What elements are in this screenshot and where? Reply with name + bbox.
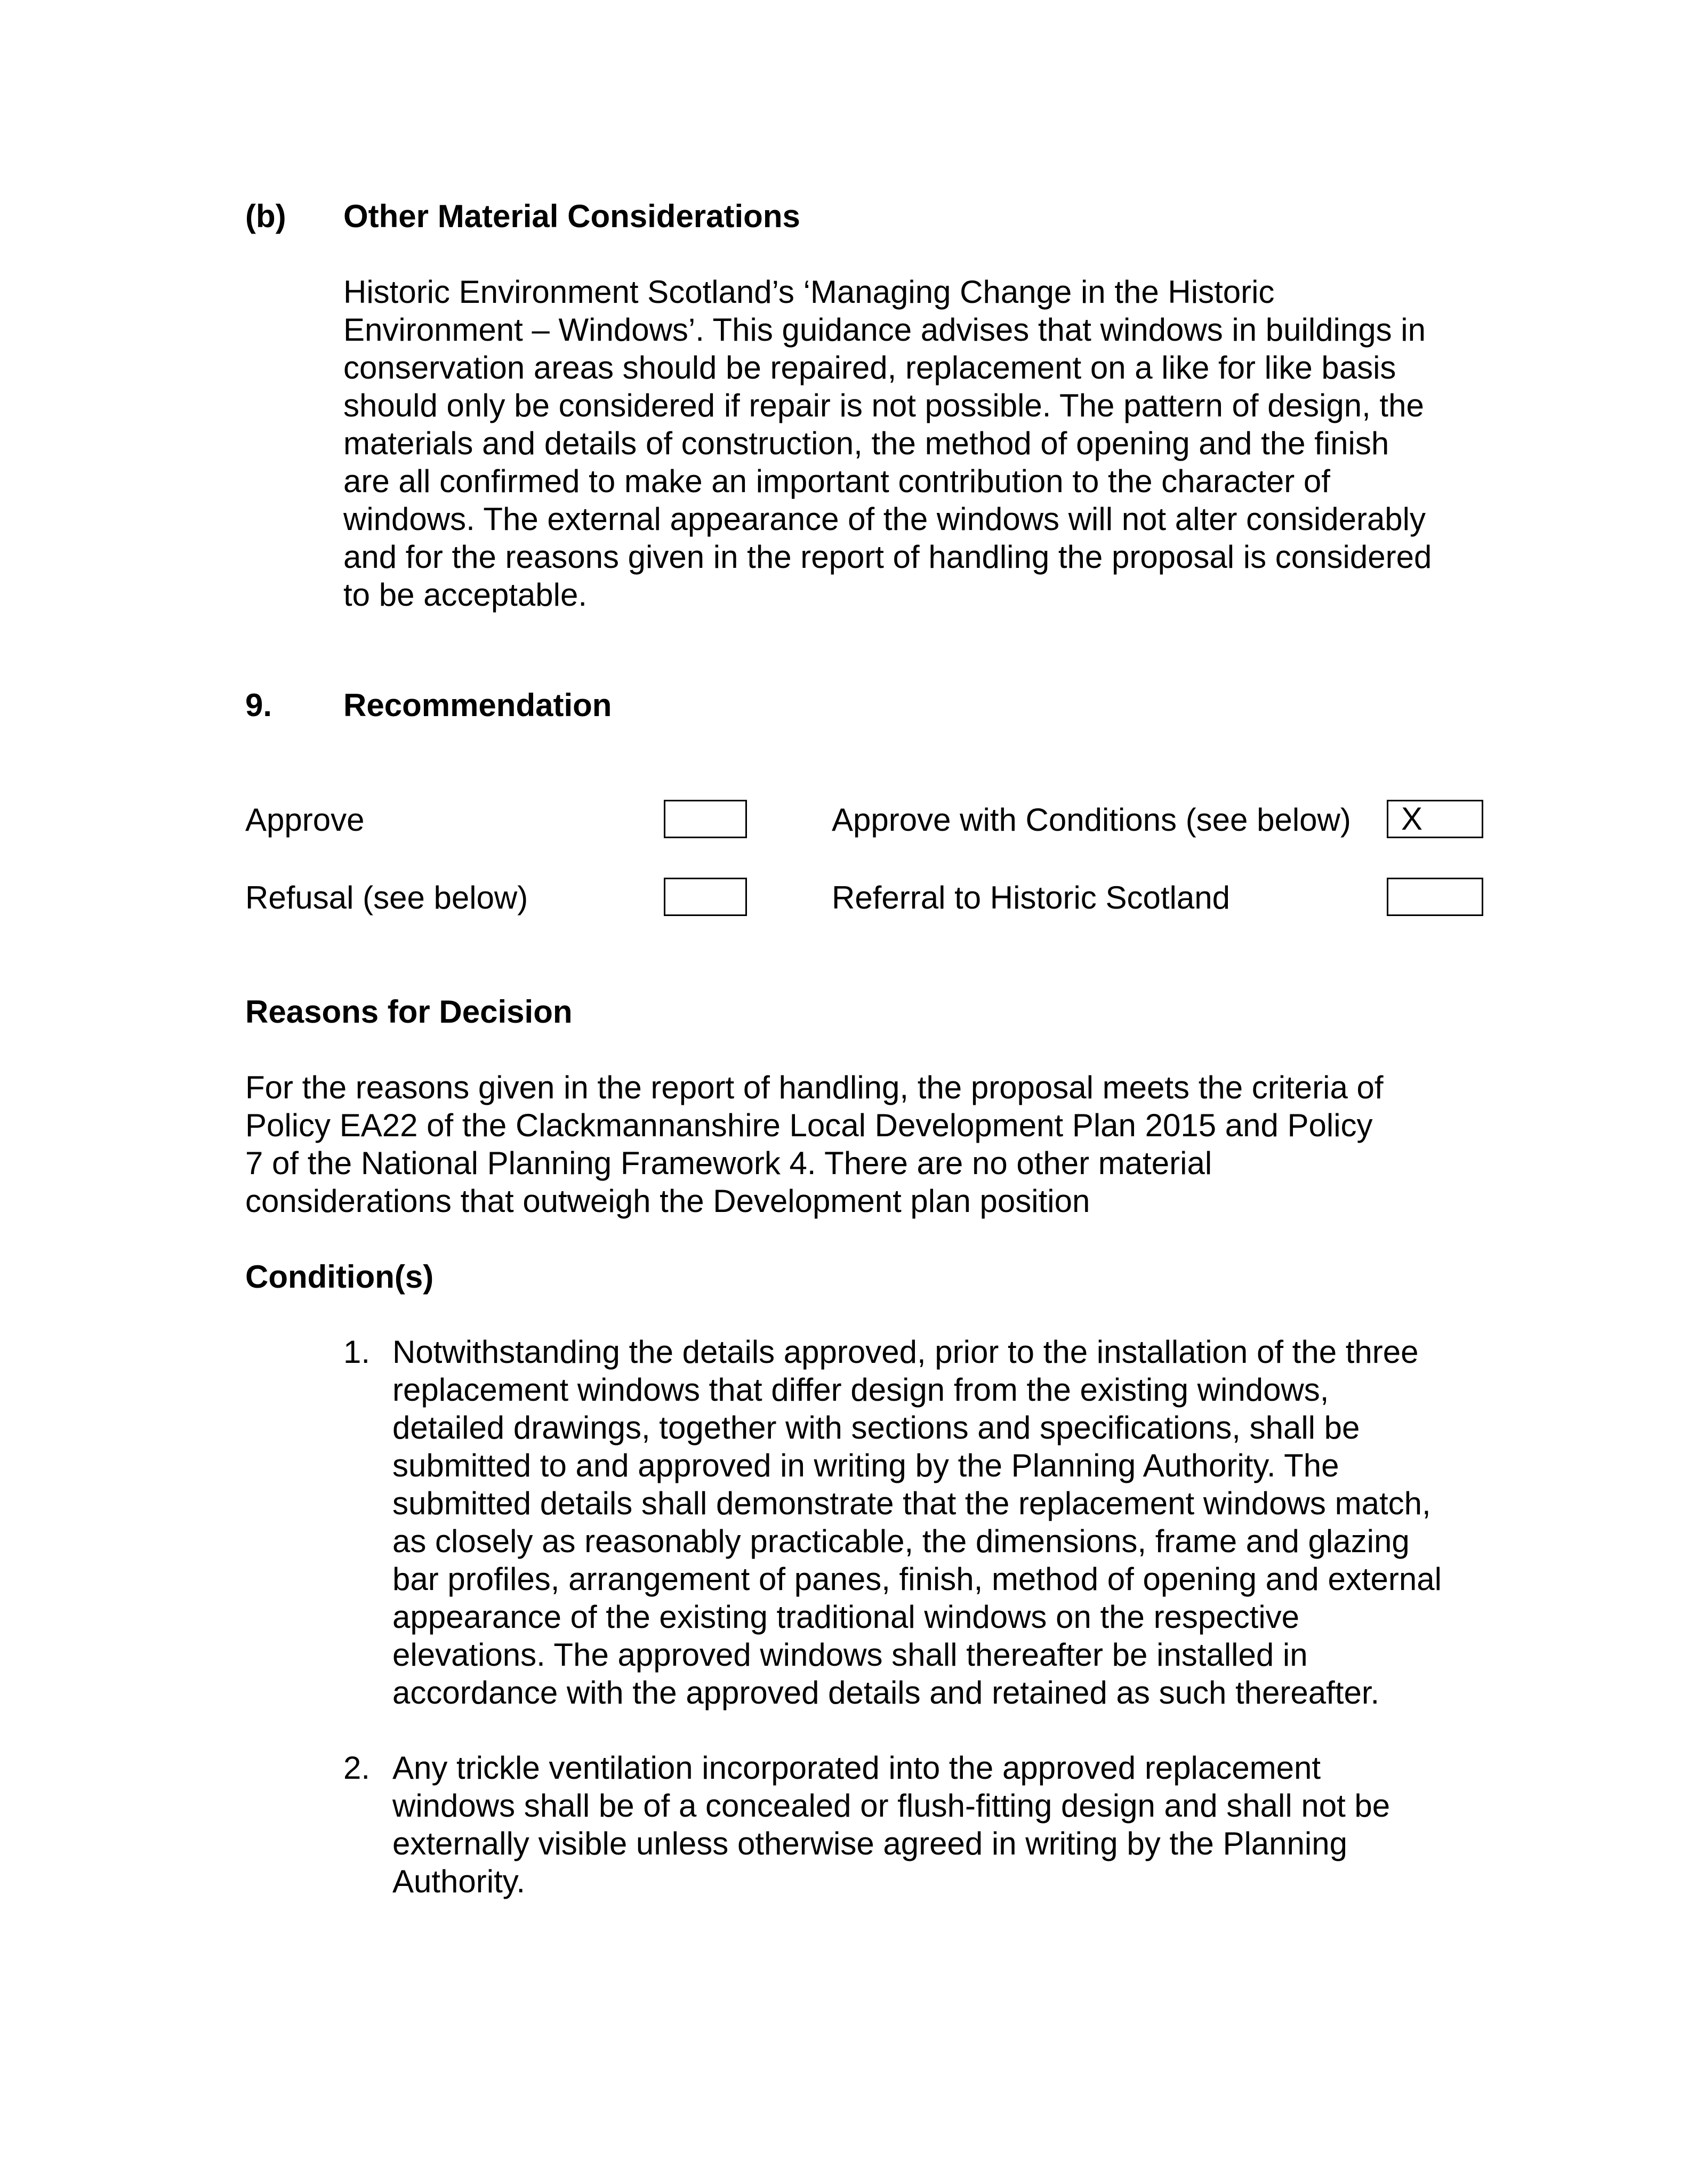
body-line: submitted to and approved in writing by the Planning Authority. The: [392, 1448, 1339, 1483]
body-line: 7 of the National Planning Framework 4. There are no other material: [245, 1145, 1212, 1181]
reasons-heading: Reasons for Decision: [245, 994, 573, 1030]
body-line: accordance with the approved details and retained as such thereafter.: [392, 1675, 1380, 1711]
option-approve-checkbox[interactable]: [664, 800, 747, 838]
body-line: submitted details shall demonstrate that the replacement windows match,: [392, 1486, 1431, 1521]
body-line: to be acceptable.: [343, 577, 588, 613]
body-line: Historic Environment Scotland’s ‘Managing Change in the Historic: [343, 274, 1275, 310]
body-line: as closely as reasonably practicable, the dimensions, frame and glazing: [392, 1523, 1410, 1559]
body-line: For the reasons given in the report of handling, the proposal meets the criteria of: [245, 1070, 1384, 1105]
body-line: and for the reasons given in the report of handling the proposal is considered: [343, 539, 1432, 575]
conditions-heading: Condition(s): [245, 1259, 434, 1295]
body-line: bar profiles, arrangement of panes, finish, method of opening and external: [392, 1561, 1442, 1597]
option-referral-checkbox[interactable]: [1387, 878, 1483, 916]
body-line: Any trickle ventilation incorporated into the approved replacement: [392, 1750, 1321, 1786]
body-line: replacement windows that differ design from the existing windows,: [392, 1372, 1329, 1408]
body-line: appearance of the existing traditional windows on the respective: [392, 1599, 1300, 1635]
body-line: Environment – Windows’. This guidance advises that windows in buildings in: [343, 312, 1426, 348]
body-line: detailed drawings, together with sections and specifications, shall be: [392, 1410, 1360, 1446]
body-line: windows shall be of a concealed or flush-fitting design and shall not be: [392, 1788, 1390, 1824]
body-line: Notwithstanding the details approved, prior to the installation of the three: [392, 1334, 1419, 1370]
section-9-number: 9.: [245, 687, 272, 723]
body-line: externally visible unless otherwise agreed in writing by the Planning: [392, 1826, 1347, 1861]
body-line: windows. The external appearance of the windows will not alter considerably: [343, 501, 1426, 537]
option-refusal-checkbox[interactable]: [664, 878, 747, 916]
section-b-label: (b): [245, 198, 286, 234]
condition-number: 1.: [343, 1334, 371, 1370]
body-line: should only be considered if repair is not possible. The pattern of design, the: [343, 388, 1424, 423]
body-line: Authority.: [392, 1864, 525, 1899]
option-refusal-label: Refusal (see below): [245, 880, 528, 916]
section-b-heading: Other Material Considerations: [343, 198, 800, 234]
body-line: considerations that outweigh the Development plan position: [245, 1183, 1090, 1219]
condition-number: 2.: [343, 1750, 371, 1786]
body-line: Policy EA22 of the Clackmannanshire Local Development Plan 2015 and Policy: [245, 1107, 1373, 1143]
body-line: are all confirmed to make an important contribution to the character of: [343, 463, 1330, 499]
option-approve-label: Approve: [245, 802, 365, 838]
option-approve-conditions-checkbox[interactable]: [1387, 800, 1483, 838]
body-line: materials and details of construction, the method of opening and the finish: [343, 425, 1389, 461]
checkbox-mark: X: [1401, 801, 1423, 837]
section-9-heading: Recommendation: [343, 687, 612, 723]
option-approve-conditions-label: Approve with Conditions (see below): [832, 802, 1351, 838]
body-line: conservation areas should be repaired, replacement on a like for like basis: [343, 350, 1396, 386]
body-line: elevations. The approved windows shall thereafter be installed in: [392, 1637, 1308, 1673]
option-referral-label: Referral to Historic Scotland: [832, 880, 1230, 916]
